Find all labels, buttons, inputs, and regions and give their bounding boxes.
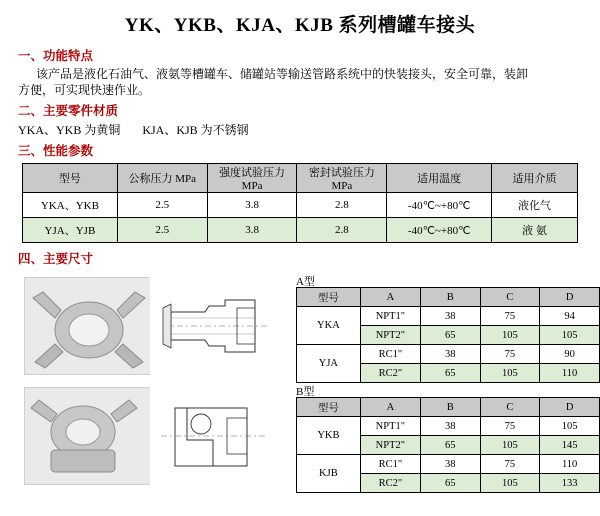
dim-a-header-b: B <box>420 288 480 307</box>
dim-a-header-model: 型号 <box>297 288 361 307</box>
table-row <box>297 345 600 364</box>
dim-b-cell: NPT1" <box>360 417 420 436</box>
dim-b-model-kjb: KJB <box>297 455 361 493</box>
table-row <box>297 307 600 326</box>
table-header-row <box>297 288 600 307</box>
spec-cell-seal: 2.8 <box>297 193 387 218</box>
type-b-label: B型 <box>296 386 315 398</box>
dim-b-cell: 105 <box>480 474 540 493</box>
dim-b-cell: NPT2" <box>360 436 420 455</box>
dim-a-cell: RC2" <box>360 364 420 383</box>
coupling-drawing-b-graphic <box>151 388 279 484</box>
product-drawing-type-a <box>150 277 280 375</box>
spec-cell-temp: -40℃~+80℃ <box>387 193 492 218</box>
spec-header-seal-pressure: 密封试验压力 MPa <box>297 164 387 193</box>
dim-a-model-yka: YKA <box>297 307 361 345</box>
section-heading-performance: 三、性能参数 <box>18 144 94 158</box>
table-row <box>297 417 600 436</box>
spec-cell-strength: 3.8 <box>207 218 297 243</box>
dim-b-cell: 65 <box>420 474 480 493</box>
product-photo-type-a <box>24 277 154 375</box>
dim-a-header-d: D <box>540 288 600 307</box>
dim-b-cell: 65 <box>420 436 480 455</box>
dim-a-cell: 65 <box>420 326 480 345</box>
dim-a-cell: 90 <box>540 345 600 364</box>
spec-cell-model: YJA、YJB <box>23 218 118 243</box>
spec-cell-model: YKA、YKB <box>23 193 118 218</box>
dim-a-cell: 105 <box>480 364 540 383</box>
dim-b-header-c: C <box>480 398 540 417</box>
dim-a-cell: RC1" <box>360 345 420 364</box>
dim-a-cell: NPT1" <box>360 307 420 326</box>
page-title: YK、YKB、KJA、KJB 系列槽罐车接头 <box>124 15 476 36</box>
coupling-drawing-a-graphic <box>151 278 279 374</box>
product-photo-type-b <box>24 387 154 485</box>
spec-header-medium: 适用介质 <box>492 164 578 193</box>
features-line-2: 方便，可实现快速作业。 <box>18 83 151 97</box>
section-heading-features: 一、功能特点 <box>18 49 94 63</box>
dim-b-cell: RC2" <box>360 474 420 493</box>
spec-header-nominal-pressure: 公称压力 MPa <box>117 164 207 193</box>
table-header-row <box>297 398 600 417</box>
material-paragraph <box>18 121 600 138</box>
spec-cell-medium: 液化气 <box>492 193 578 218</box>
dim-b-cell: 38 <box>420 455 480 474</box>
section-heading-dimensions: 四、主要尺寸 <box>18 252 94 266</box>
spec-cell-medium: 液 氨 <box>492 218 578 243</box>
type-a-label: A型 <box>296 276 315 288</box>
dim-a-cell: 105 <box>540 326 600 345</box>
dim-b-cell: 75 <box>480 455 540 474</box>
dim-b-header-d: D <box>540 398 600 417</box>
material-brass: YKA、YKB 为黄铜 <box>18 123 121 137</box>
type-a-dimension-table <box>296 287 600 383</box>
dim-b-header-a: A <box>360 398 420 417</box>
spec-cell-strength: 3.8 <box>207 193 297 218</box>
dim-b-header-b: B <box>420 398 480 417</box>
dim-b-cell: 110 <box>540 455 600 474</box>
coupling-photo-a-graphic <box>25 278 153 374</box>
features-paragraph <box>18 66 582 98</box>
dim-b-cell: 105 <box>540 417 600 436</box>
product-drawing-type-b <box>150 387 280 485</box>
dim-b-cell: 133 <box>540 474 600 493</box>
dim-a-cell: 75 <box>480 345 540 364</box>
features-line-1: 该产品是液化石油气、液氨等槽罐车、储罐站等输送管路系统中的快装接头，安全可靠，装卸 <box>36 67 529 81</box>
dim-a-cell: 110 <box>540 364 600 383</box>
dim-b-model-ykb: YKB <box>297 417 361 455</box>
spec-cell-seal: 2.8 <box>297 218 387 243</box>
type-b-dimension-table <box>296 397 600 493</box>
dim-a-cell: NPT2" <box>360 326 420 345</box>
dim-a-header-a: A <box>360 288 420 307</box>
dim-a-cell: 65 <box>420 364 480 383</box>
dim-b-cell: 145 <box>540 436 600 455</box>
dim-b-cell: 105 <box>480 436 540 455</box>
spec-header-model: 型号 <box>23 164 118 193</box>
dim-b-cell: 75 <box>480 417 540 436</box>
coupling-photo-b-graphic <box>25 388 153 484</box>
spec-cell-nominal: 2.5 <box>117 218 207 243</box>
dim-a-header-c: C <box>480 288 540 307</box>
dim-a-model-yja: YJA <box>297 345 361 383</box>
dim-b-cell: RC1" <box>360 455 420 474</box>
section-heading-material: 二、主要零件材质 <box>18 104 119 118</box>
table-row <box>23 193 578 218</box>
material-steel: KJA、KJB 为不锈钢 <box>142 123 249 137</box>
spec-cell-nominal: 2.5 <box>117 193 207 218</box>
dim-a-cell: 75 <box>480 307 540 326</box>
dim-a-cell: 38 <box>420 345 480 364</box>
dim-a-cell: 38 <box>420 307 480 326</box>
performance-table <box>22 163 578 243</box>
dim-a-cell: 105 <box>480 326 540 345</box>
spec-cell-temp: -40℃~+80℃ <box>387 218 492 243</box>
table-header-row <box>23 164 578 193</box>
dim-b-cell: 38 <box>420 417 480 436</box>
dim-a-cell: 94 <box>540 307 600 326</box>
spec-header-strength-pressure: 强度试验压力 MPa <box>207 164 297 193</box>
table-row <box>297 455 600 474</box>
dim-b-header-model: 型号 <box>297 398 361 417</box>
spec-header-temperature: 适用温度 <box>387 164 492 193</box>
table-row <box>23 218 578 243</box>
